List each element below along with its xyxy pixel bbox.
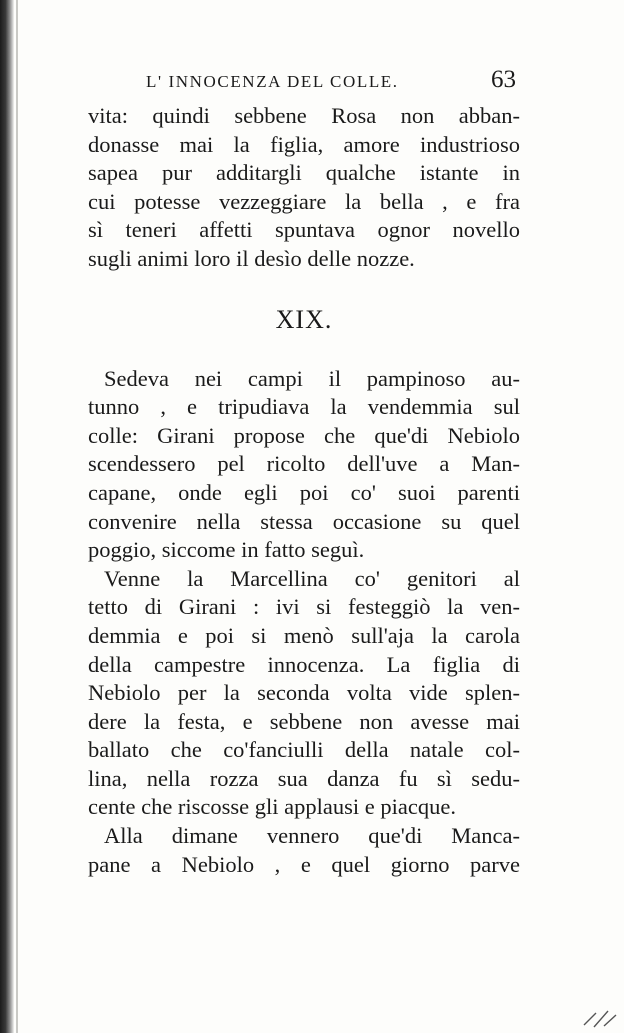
- corner-scan-mark: [580, 1007, 620, 1029]
- text-line: poggio, siccome in fatto seguì.: [88, 537, 365, 563]
- running-title: L' INNOCENZA DEL COLLE.: [146, 72, 399, 91]
- running-head: [88, 64, 520, 102]
- text-line: cui potesse vezzeggiare la bella , e fra: [88, 188, 520, 214]
- text-line: Nebiolo per la seconda volta vide splen-: [88, 680, 520, 706]
- paragraph-venne: [88, 565, 520, 822]
- text-line: scendessero pel ricolto dell'uve a Man-: [88, 451, 520, 477]
- text-line: ballato che co'fanciulli della natale col-: [88, 737, 520, 763]
- text-line: pane a Nebiolo , e quel giorno parve: [88, 851, 520, 877]
- text-line: sugli animi loro il desìo delle nozze.: [88, 245, 415, 271]
- text-line: cente che riscosse gli applausi e piacque.: [88, 794, 456, 820]
- page-text-block: [88, 64, 520, 879]
- paragraph-alla-dimane: [88, 822, 520, 879]
- chapter-heading: XIX.: [275, 304, 333, 334]
- text-line: colle: Girani propose che que'di Nebiolo: [88, 422, 520, 448]
- paragraph-sedeva: [88, 365, 520, 565]
- text-line: vita: quindi sebbene Rosa non abban-: [88, 103, 520, 128]
- text-line: sì teneri affetti spuntava ognor novello: [88, 217, 520, 243]
- text-line: tunno , e tripudiava la vendemmia sul: [88, 394, 520, 420]
- text-line: sapea pur additargli qualche istante in: [88, 160, 520, 186]
- paragraph-continuation: [88, 102, 520, 274]
- page-number: 63: [491, 66, 516, 93]
- text-line: capane, onde egli poi co' suoi parenti: [88, 479, 520, 505]
- binding-edge-line: [16, 0, 18, 1033]
- text-line: dere la festa, e sebbene non avesse mai: [88, 708, 520, 734]
- text-line: Venne la Marcellina co' genitori al: [104, 565, 520, 591]
- text-line: convenire nella stessa occasione su quel: [88, 508, 520, 534]
- text-line: demmia e poi si menò sull'aja la carola: [88, 622, 520, 648]
- text-line: tetto di Girani : ivi si festeggiò la ven-: [88, 594, 520, 620]
- binding-gutter: [0, 0, 14, 1033]
- text-line: donasse mai la figlia, amore industrioso: [88, 131, 520, 157]
- text-line: della campestre innocenza. La figlia di: [88, 651, 520, 677]
- text-line: Alla dimane vennero que'di Manca-: [104, 823, 520, 849]
- text-line: Sedeva nei campi il pampinoso au-: [104, 365, 520, 391]
- text-line: lina, nella rozza sua danza fu sì sedu-: [88, 765, 520, 791]
